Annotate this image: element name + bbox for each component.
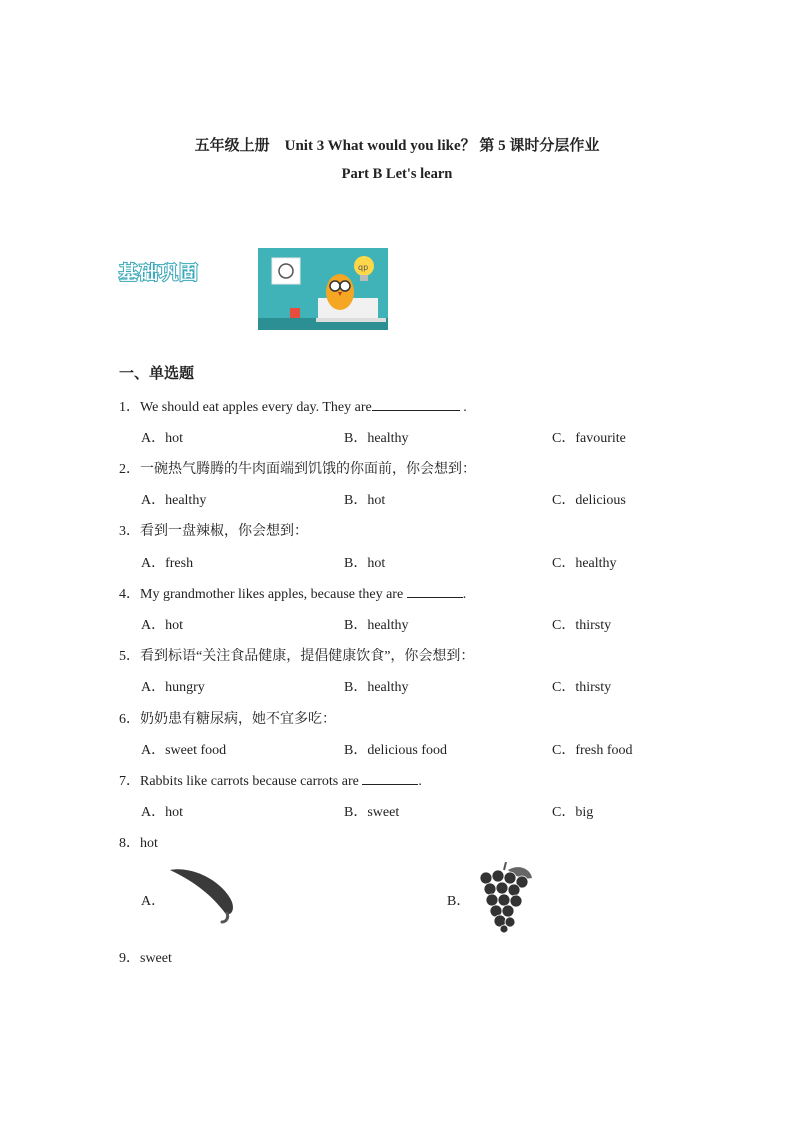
option-a[interactable]: A．fresh xyxy=(141,556,194,571)
question-8: 8．hot xyxy=(119,836,158,851)
question-5: 5．看到标语“关注食品健康，提倡健康饮食”，你会想到： xyxy=(119,649,475,664)
answer-blank xyxy=(407,583,463,598)
question-9: 9．sweet xyxy=(119,951,172,966)
question-2: 2．一碗热气腾腾的牛肉面端到饥饿的你面前，你会想到： xyxy=(119,462,476,477)
owl-at-desk-illustration xyxy=(258,248,388,330)
option-c[interactable]: C．fresh food xyxy=(552,743,633,758)
option-b[interactable]: B．healthy xyxy=(344,680,409,695)
question-6: 6．奶奶患有糖尿病，她不宜多吃： xyxy=(119,712,336,727)
grapes-image[interactable] xyxy=(474,862,534,939)
option-a[interactable]: A．hot xyxy=(141,805,183,820)
option-b[interactable]: B．healthy xyxy=(344,618,409,633)
option-c[interactable]: C．favourite xyxy=(552,431,626,446)
question-1: 1．We should eat apples every day. They are . xyxy=(119,396,467,416)
option-a[interactable]: A．hot xyxy=(141,431,183,446)
option-c[interactable]: C．big xyxy=(552,805,594,820)
question-3: 3．看到一盘辣椒，你会想到： xyxy=(119,524,308,539)
option-b[interactable]: B．sweet xyxy=(344,805,400,820)
section-badge: 基础巩固 xyxy=(119,262,200,284)
option-b[interactable]: B．healthy xyxy=(344,431,409,446)
option-c[interactable]: C．healthy xyxy=(552,556,617,571)
chili-pepper-image[interactable] xyxy=(166,864,238,931)
bulb-label: qp xyxy=(358,263,369,272)
option-b[interactable]: B．hot xyxy=(344,556,386,571)
page-subtitle: Part B Let's learn xyxy=(341,166,453,182)
option-a[interactable]: A．healthy xyxy=(141,493,207,508)
answer-blank xyxy=(362,770,418,785)
answer-blank xyxy=(372,396,460,411)
option-b[interactable]: B．delicious food xyxy=(344,743,448,758)
option-a[interactable]: A． xyxy=(141,894,166,909)
question-7: 7．Rabbits like carrots because carrots are . xyxy=(119,770,422,790)
option-b[interactable]: B．hot xyxy=(344,493,386,508)
page-title: 五年级上册 Unit 3 What would you like？ 第 5 课时分层作业 xyxy=(194,138,600,154)
option-a[interactable]: A．hungry xyxy=(141,680,205,695)
option-b[interactable]: B． xyxy=(447,894,471,909)
option-a[interactable]: A．hot xyxy=(141,618,183,633)
option-c[interactable]: C．thirsty xyxy=(552,680,612,695)
option-c[interactable]: C．thirsty xyxy=(552,618,612,633)
option-a[interactable]: A．sweet food xyxy=(141,743,227,758)
question-4: 4．My grandmother likes apples, because they are . xyxy=(119,583,466,603)
section-title: 一、单选题 xyxy=(119,364,195,382)
option-c[interactable]: C．delicious xyxy=(552,493,626,508)
